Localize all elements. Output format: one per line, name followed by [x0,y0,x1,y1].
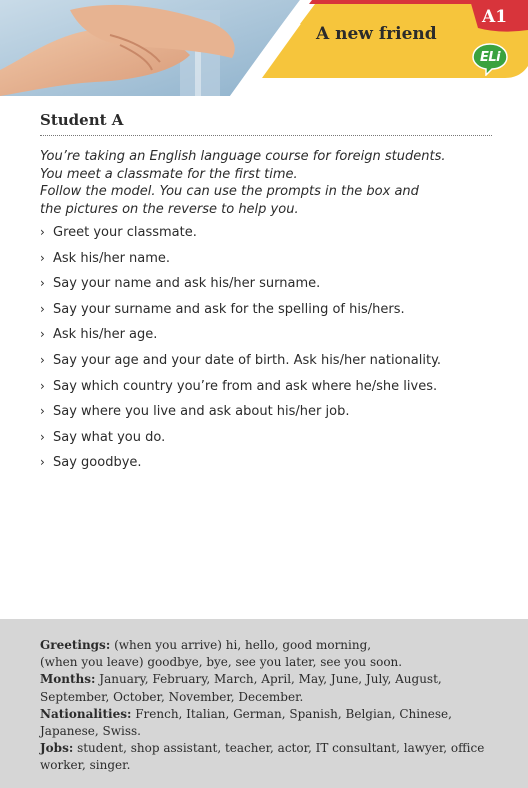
jobs-line-2: worker, singer. [40,758,131,773]
task-step [40,379,441,405]
months-label: Months: [40,672,96,687]
greetings-line-2: (when you leave) goodbye, bye, see you later, see you soon. [40,655,403,670]
dotted-divider [40,135,492,136]
months-line-2: September, October, November, December. [40,689,304,704]
chevron-right-icon: › [40,378,45,393]
task-step [40,225,441,251]
months-line [40,671,510,688]
task-step-text: Ask his/her age. [53,327,158,343]
intro-line: Follow the model. You can use the prompts in the box and [40,184,419,199]
nationalities-label: Nationalities: [40,706,132,721]
jobs-label: Jobs: [40,741,74,756]
intro-instructions [40,148,500,218]
task-step [40,327,441,353]
task-step-text: Say your name and ask his/her surname. [53,276,321,292]
nationalities-line-2: Japanese, Swiss. [40,724,141,739]
task-step [40,353,441,379]
nationalities-text: French, Italian, German, Spanish, Belgian, Chinese, [131,706,452,721]
chevron-right-icon: › [40,352,45,367]
card-header [0,0,528,96]
task-step [40,455,441,481]
chevron-right-icon: › [40,455,45,470]
task-step-text: Say where you live and ask about his/her job. [53,404,350,420]
task-step [40,404,441,430]
prompts-text [40,637,510,775]
task-step-text: Greet your classmate. [53,225,197,240]
intro-line: You meet a classmate for the first time. [40,166,298,182]
task-step-text: Say which country you’re from and ask where he/she lives. [53,378,438,394]
task-step-text: Say your age and your date of birth. Ask his/her nationality. [53,352,442,368]
eli-logo-text: ELi [479,50,501,65]
chevron-right-icon: › [40,429,45,444]
chevron-right-icon: › [40,225,45,239]
intro-line: You’re taking an English language course for foreign students. [40,149,446,164]
chevron-right-icon: › [40,276,45,291]
chevron-right-icon: › [40,404,45,419]
task-step-text: Say what you do. [53,429,166,445]
greetings-label: Greetings: [40,638,111,652]
task-step-text: Say goodbye. [53,455,142,471]
intro-line: the pictures on the reverse to help you. [40,201,299,217]
greetings-line [40,637,510,654]
chevron-right-icon: › [40,327,45,342]
handshake-photo [0,0,528,96]
task-step-text: Ask his/her name. [53,250,171,266]
level-badge: A1 [482,7,508,27]
task-step [40,302,441,328]
jobs-line [40,740,510,757]
task-step [40,276,441,302]
months-text: January, February, March, April, May, June, July, August, [95,672,442,687]
jobs-text: student, shop assistant, teacher, actor, IT consultant, lawyer, office [73,741,485,756]
greetings-text: (when you arrive) hi, hello, good morning, [110,638,372,652]
chevron-right-icon: › [40,250,45,265]
nationalities-line [40,706,510,723]
card-title: A new friend [316,24,437,44]
prompts-box [0,619,528,788]
task-step [40,430,441,456]
student-heading: Student A [40,111,124,129]
task-steps-list [40,225,441,481]
task-step-text: Say your surname and ask for the spelling of his/hers. [53,301,405,317]
task-step [40,251,441,277]
eli-logo [472,42,508,76]
chevron-right-icon: › [40,301,45,316]
